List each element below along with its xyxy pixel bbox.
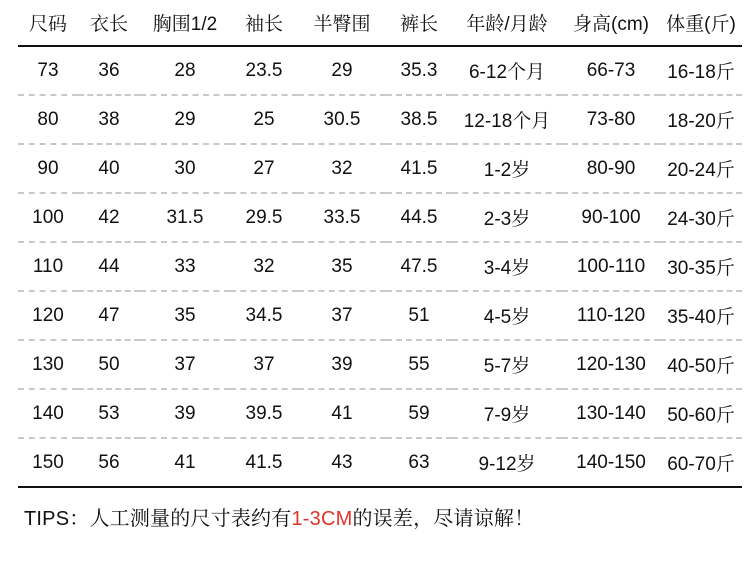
cell-size: 120	[32, 304, 64, 326]
cell-sleeve-length: 25	[253, 108, 275, 130]
cell-age: 4-5岁	[483, 307, 531, 328]
size-table	[18, 0, 742, 488]
cell-sleeve-length: 34.5	[245, 304, 283, 326]
table-header	[18, 0, 742, 46]
cell-pant-length: 35.3	[400, 59, 438, 81]
cell-half-bust: 31.5	[166, 206, 204, 228]
cell-size: 90	[37, 157, 59, 179]
cell-weight: 30-35斤	[667, 258, 735, 279]
cell-size: 140	[32, 402, 64, 424]
cell-half-bust: 29	[174, 108, 196, 130]
cell-weight: 18-20斤	[667, 111, 735, 132]
cell-sleeve-length: 37	[253, 353, 275, 375]
table-row	[18, 438, 742, 487]
cell-half-hip: 29	[331, 59, 353, 81]
cell-sleeve-length: 23.5	[245, 59, 283, 81]
cell-size: 100	[32, 206, 64, 228]
column-header-pant-length: 裤长	[399, 14, 438, 35]
cell-garment-length: 47	[98, 304, 120, 326]
column-header-size: 尺码	[28, 14, 67, 35]
cell-half-hip: 37	[331, 304, 353, 326]
cell-pant-length: 44.5	[400, 206, 438, 228]
table-body	[18, 46, 742, 487]
cell-half-bust: 28	[174, 59, 196, 81]
column-header-half-hip: 半臀围	[313, 14, 371, 35]
cell-size: 150	[32, 451, 64, 473]
table-row	[18, 193, 742, 242]
column-header-weight: 体重(斤)	[666, 14, 736, 35]
cell-size: 73	[37, 59, 59, 81]
table-header-row	[18, 0, 742, 46]
tips-prefix: TIPS：人工测量的尺寸表约有	[24, 508, 292, 530]
cell-half-bust: 41	[174, 451, 196, 473]
cell-half-bust: 33	[174, 255, 196, 277]
cell-half-bust: 39	[174, 402, 196, 424]
cell-pant-length: 38.5	[400, 108, 438, 130]
cell-garment-length: 36	[98, 59, 120, 81]
cell-age: 12-18个月	[463, 111, 551, 132]
cell-pant-length: 55	[408, 353, 430, 375]
cell-age: 2-3岁	[483, 209, 531, 230]
cell-weight: 50-60斤	[667, 405, 735, 426]
cell-age: 7-9岁	[483, 405, 531, 426]
cell-size: 130	[32, 353, 64, 375]
column-header-half-bust: 胸围1/2	[152, 14, 218, 35]
table-row	[18, 144, 742, 193]
cell-garment-length: 50	[98, 353, 120, 375]
column-header-garment-length: 衣长	[89, 14, 128, 35]
cell-half-bust: 35	[174, 304, 196, 326]
cell-height: 130-140	[576, 402, 646, 424]
cell-half-hip: 43	[331, 451, 353, 473]
cell-pant-length: 51	[408, 304, 430, 326]
cell-sleeve-length: 32	[253, 255, 275, 277]
cell-size: 110	[32, 255, 64, 277]
cell-age: 3-4岁	[483, 258, 531, 279]
cell-garment-length: 38	[98, 108, 120, 130]
table-row	[18, 242, 742, 291]
cell-garment-length: 40	[98, 157, 120, 179]
cell-size: 80	[37, 108, 59, 130]
cell-pant-length: 59	[408, 402, 430, 424]
cell-half-hip: 30.5	[323, 108, 361, 130]
cell-age: 1-2岁	[483, 160, 531, 181]
cell-height: 100-110	[576, 255, 646, 277]
cell-garment-length: 42	[98, 206, 120, 228]
cell-height: 80-90	[586, 157, 636, 179]
table-row	[18, 340, 742, 389]
cell-pant-length: 63	[408, 451, 430, 473]
cell-garment-length: 44	[98, 255, 120, 277]
cell-height: 66-73	[586, 59, 636, 81]
tips-suffix: 的误差，尽请谅解！	[352, 508, 535, 530]
cell-sleeve-length: 29.5	[245, 206, 283, 228]
column-header-age: 年龄/月龄	[466, 14, 548, 35]
cell-sleeve-length: 41.5	[245, 451, 283, 473]
cell-height: 120-130	[576, 353, 646, 375]
cell-age: 5-7岁	[483, 356, 531, 377]
cell-height: 90-100	[581, 206, 641, 228]
cell-weight: 40-50斤	[667, 356, 735, 377]
cell-weight: 16-18斤	[667, 62, 735, 83]
cell-garment-length: 56	[98, 451, 120, 473]
cell-height: 110-120	[576, 304, 646, 326]
table-row	[18, 46, 742, 95]
column-header-sleeve-length: 袖长	[244, 14, 283, 35]
tips-note	[18, 502, 732, 531]
table-row	[18, 389, 742, 438]
cell-age: 6-12个月	[468, 62, 546, 83]
cell-pant-length: 41.5	[400, 157, 438, 179]
cell-half-hip: 41	[331, 402, 353, 424]
cell-sleeve-length: 27	[253, 157, 275, 179]
cell-half-bust: 30	[174, 157, 196, 179]
column-header-height: 身高(cm)	[573, 14, 649, 35]
cell-weight: 35-40斤	[667, 307, 735, 328]
cell-sleeve-length: 39.5	[245, 402, 283, 424]
cell-height: 73-80	[586, 108, 636, 130]
table-row	[18, 95, 742, 144]
cell-weight: 20-24斤	[667, 160, 735, 181]
cell-garment-length: 53	[98, 402, 120, 424]
tips-tolerance-value: 1-3CM	[291, 508, 353, 530]
cell-age: 9-12岁	[478, 454, 536, 475]
cell-half-bust: 37	[174, 353, 196, 375]
cell-height: 140-150	[576, 451, 646, 473]
cell-half-hip: 33.5	[323, 206, 361, 228]
cell-pant-length: 47.5	[400, 255, 438, 277]
cell-half-hip: 39	[331, 353, 353, 375]
cell-half-hip: 32	[331, 157, 353, 179]
cell-weight: 60-70斤	[667, 454, 735, 475]
table-row	[18, 291, 742, 340]
cell-weight: 24-30斤	[667, 209, 735, 230]
cell-half-hip: 35	[331, 255, 353, 277]
